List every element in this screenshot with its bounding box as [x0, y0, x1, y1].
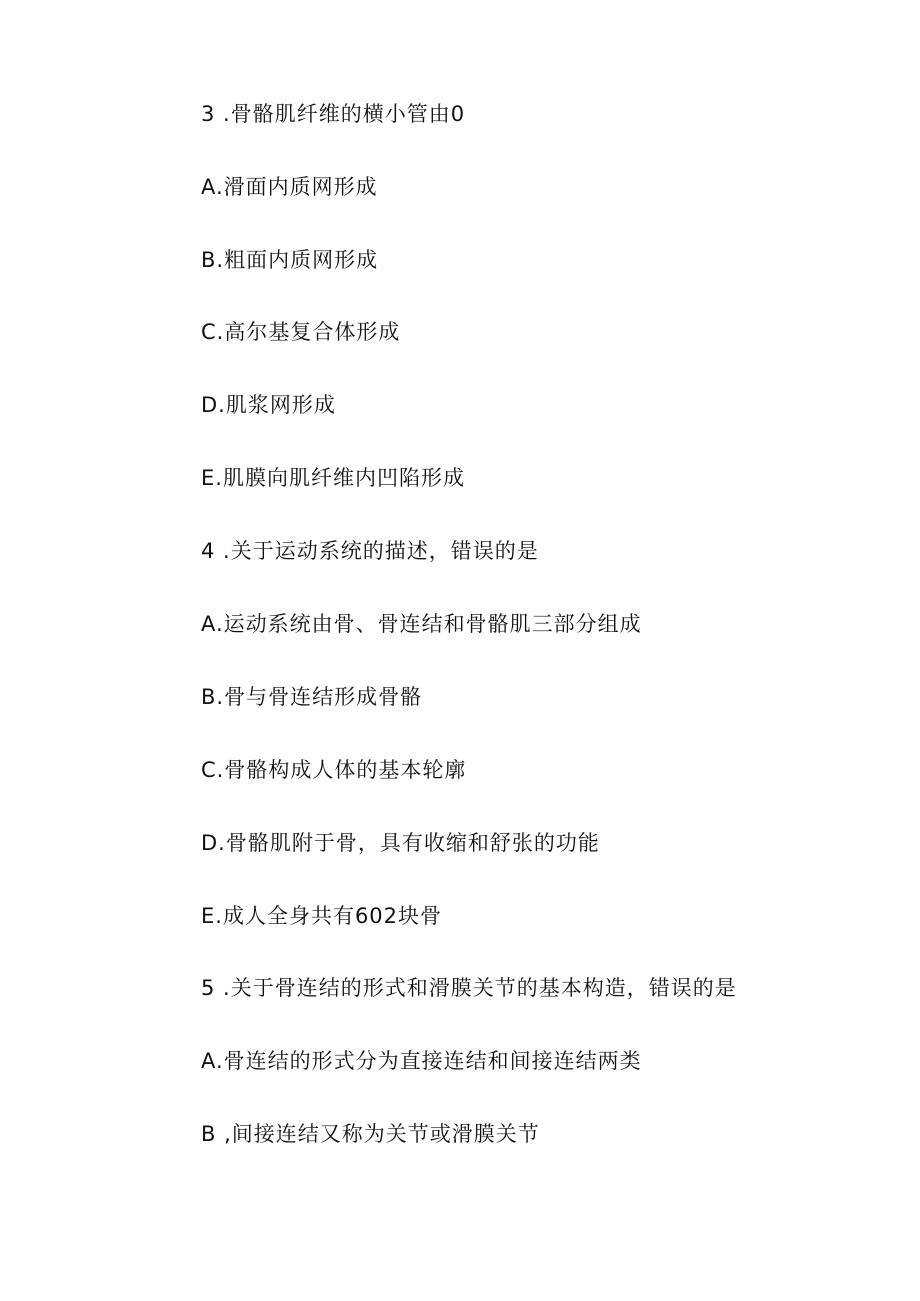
question-4-option-c: C.骨骼构成人体的基本轮廓	[201, 758, 467, 782]
question-3-option-c: C.高尔基复合体形成	[201, 320, 401, 344]
question-4-option-b: B.骨与骨连结形成骨骼	[201, 685, 423, 709]
question-5-option-b: B ,间接连结又称为关节或滑膜关节	[201, 1122, 540, 1146]
question-5-option-a: A.骨连结的形式分为直接连结和间接连结两类	[201, 1049, 642, 1073]
question-4-option-a: A.运动系统由骨、骨连结和骨骼肌三部分组成	[201, 612, 642, 636]
question-4-stem: 4 .关于运动系统的描述，错误的是	[201, 539, 539, 563]
question-5-stem: 5 .关于骨连结的形式和滑膜关节的基本构造，错误的是	[201, 976, 737, 1000]
question-3-option-e: E.肌膜向肌纤维内凹陷形成	[201, 466, 465, 490]
question-4-option-d: D.骨骼肌附于骨，具有收缩和舒张的功能	[201, 831, 600, 855]
question-3-option-a: A.滑面内质网形成	[201, 175, 378, 199]
question-3-option-d: D.肌浆网形成	[201, 393, 336, 417]
question-3-stem: 3 .骨骼肌纤维的横小管由0	[201, 102, 466, 126]
question-4-option-e: E.成人全身共有602块骨	[201, 904, 443, 928]
question-3-option-b: B.粗面内质网形成	[201, 248, 379, 272]
